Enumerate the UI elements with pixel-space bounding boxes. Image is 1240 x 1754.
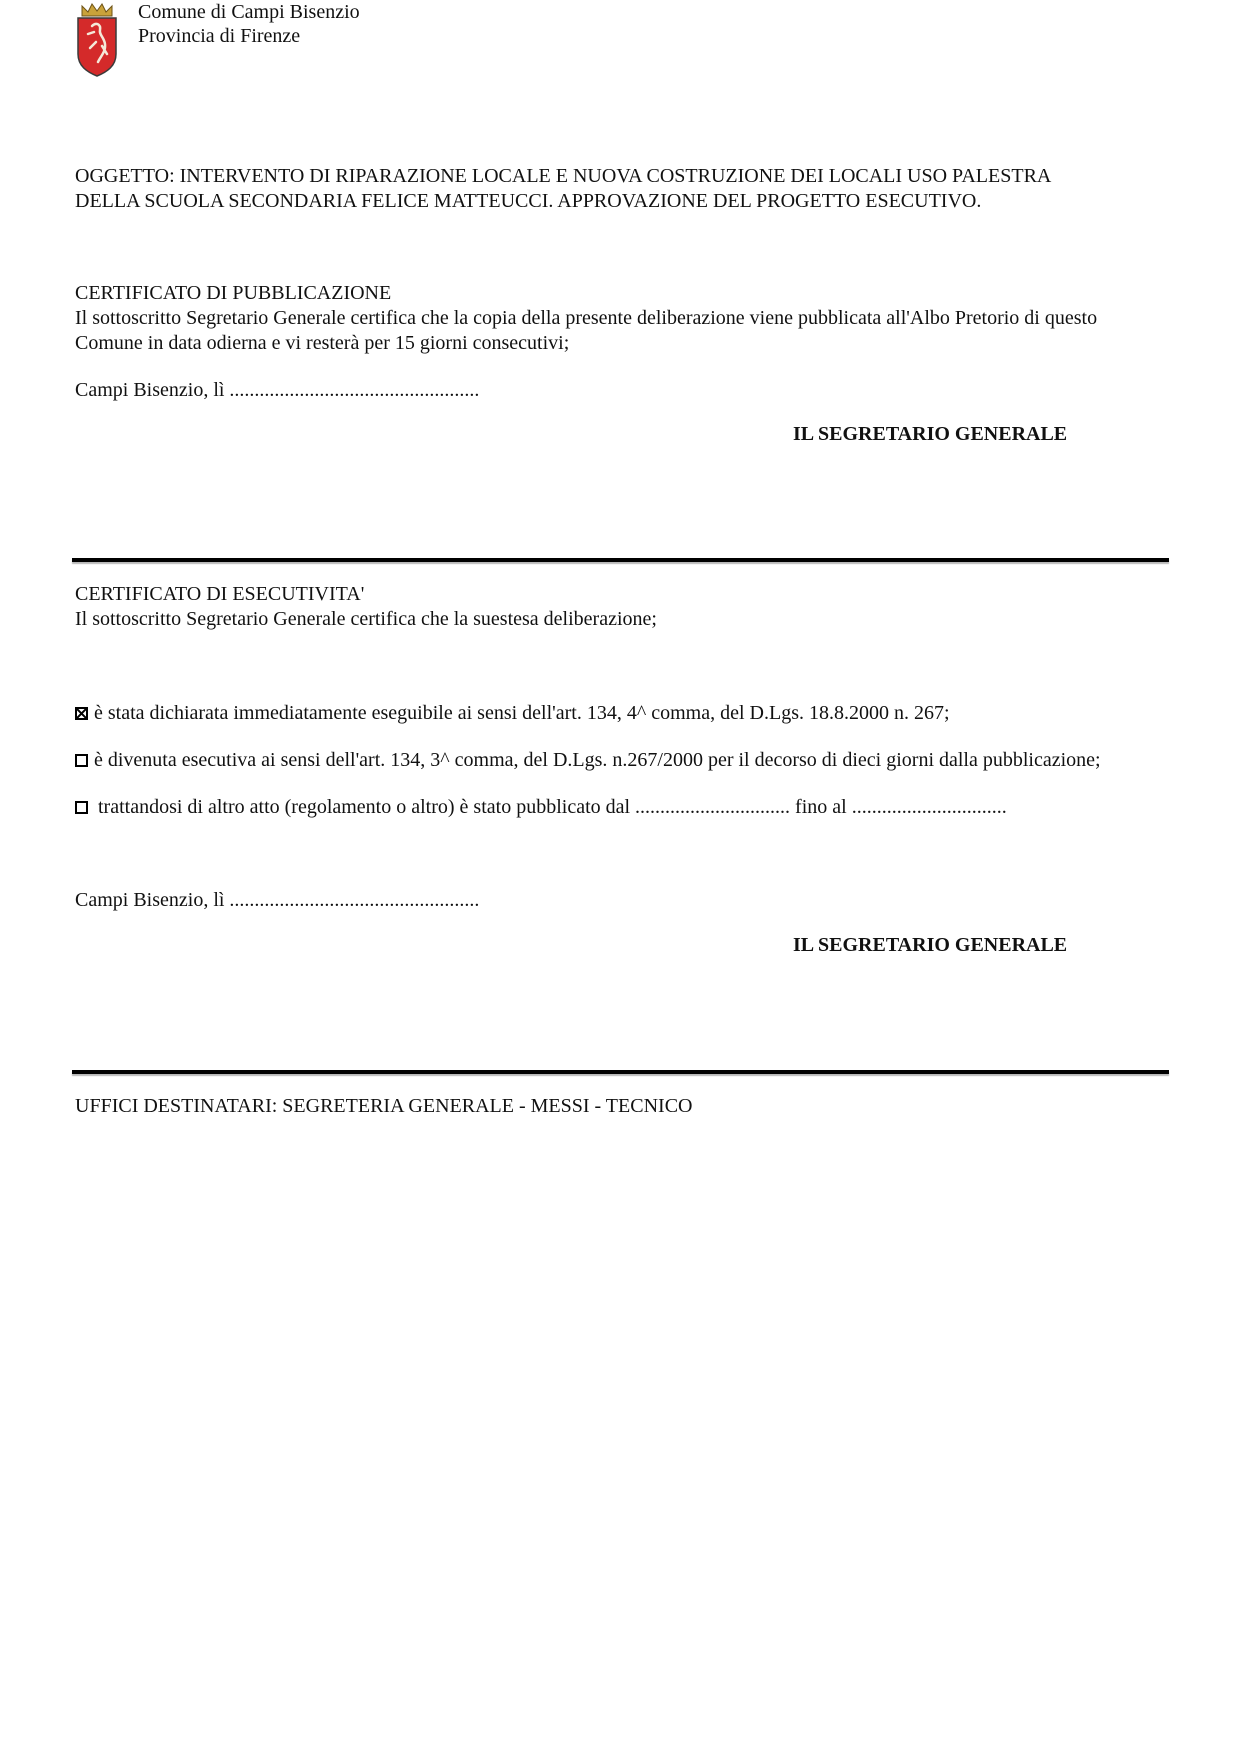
executivity-signature: IL SEGRETARIO GENERALE bbox=[793, 934, 1068, 956]
executivity-intro: Il sottoscritto Segretario Generale certifica che la suestesa deliberazione; bbox=[75, 608, 657, 630]
option-executive bbox=[75, 748, 1101, 773]
option-executive-label: è divenuta esecutiva ai sensi dell'art. 134, 3^ comma, del D.Lgs. n.267/2000 per il decorso di dieci giorni dalla pubblicazione; bbox=[94, 749, 1101, 771]
checkbox-checked[interactable] bbox=[75, 707, 88, 720]
recipient-offices: UFFICI DESTINATARI: SEGRETERIA GENERALE - MESSI - TECNICO bbox=[75, 1095, 693, 1117]
publication-text-1: Il sottoscritto Segretario Generale certifica che la copia della presente deliberazione viene pubblicata all'Albo Pretorio di questo bbox=[75, 307, 1098, 329]
publication-text-2: Comune in data odierna e vi resterà per 15 giorni consecutivi; bbox=[75, 332, 570, 354]
municipal-crest-logo bbox=[74, 2, 120, 78]
municipality-name: Comune di Campi Bisenzio bbox=[138, 1, 360, 23]
checkbox-unchecked[interactable] bbox=[75, 801, 88, 814]
option-other-act bbox=[75, 795, 1007, 820]
publication-title: CERTIFICATO DI PUBBLICAZIONE bbox=[75, 282, 392, 304]
section-divider bbox=[72, 1070, 1169, 1074]
publication-signature: IL SEGRETARIO GENERALE bbox=[793, 423, 1068, 445]
checkbox-unchecked[interactable] bbox=[75, 754, 88, 767]
executivity-place-date: Campi Bisenzio, lì .................................................. bbox=[75, 889, 480, 911]
section-divider bbox=[72, 558, 1169, 562]
executivity-title: CERTIFICATO DI ESECUTIVITA' bbox=[75, 583, 365, 605]
option-immediate-label: è stata dichiarata immediatamente eseguibile ai sensi dell'art. 134, 4^ comma, del D.Lgs. 18.8.2000 n. 267; bbox=[94, 702, 950, 724]
option-other-act-label: trattandosi di altro atto (regolamento o altro) è stato pubblicato dal ............................... fino al ............................... bbox=[98, 796, 1007, 818]
subject-line-1: OGGETTO: INTERVENTO DI RIPARAZIONE LOCALE E NUOVA COSTRUZIONE DEI LOCALI USO PALESTRA bbox=[75, 165, 1052, 187]
subject-line-2: DELLA SCUOLA SECONDARIA FELICE MATTEUCCI. APPROVAZIONE DEL PROGETTO ESECUTIVO. bbox=[75, 190, 982, 212]
province-name: Provincia di Firenze bbox=[138, 25, 301, 47]
publication-place-date: Campi Bisenzio, lì .................................................. bbox=[75, 379, 480, 401]
option-immediate bbox=[75, 701, 950, 726]
